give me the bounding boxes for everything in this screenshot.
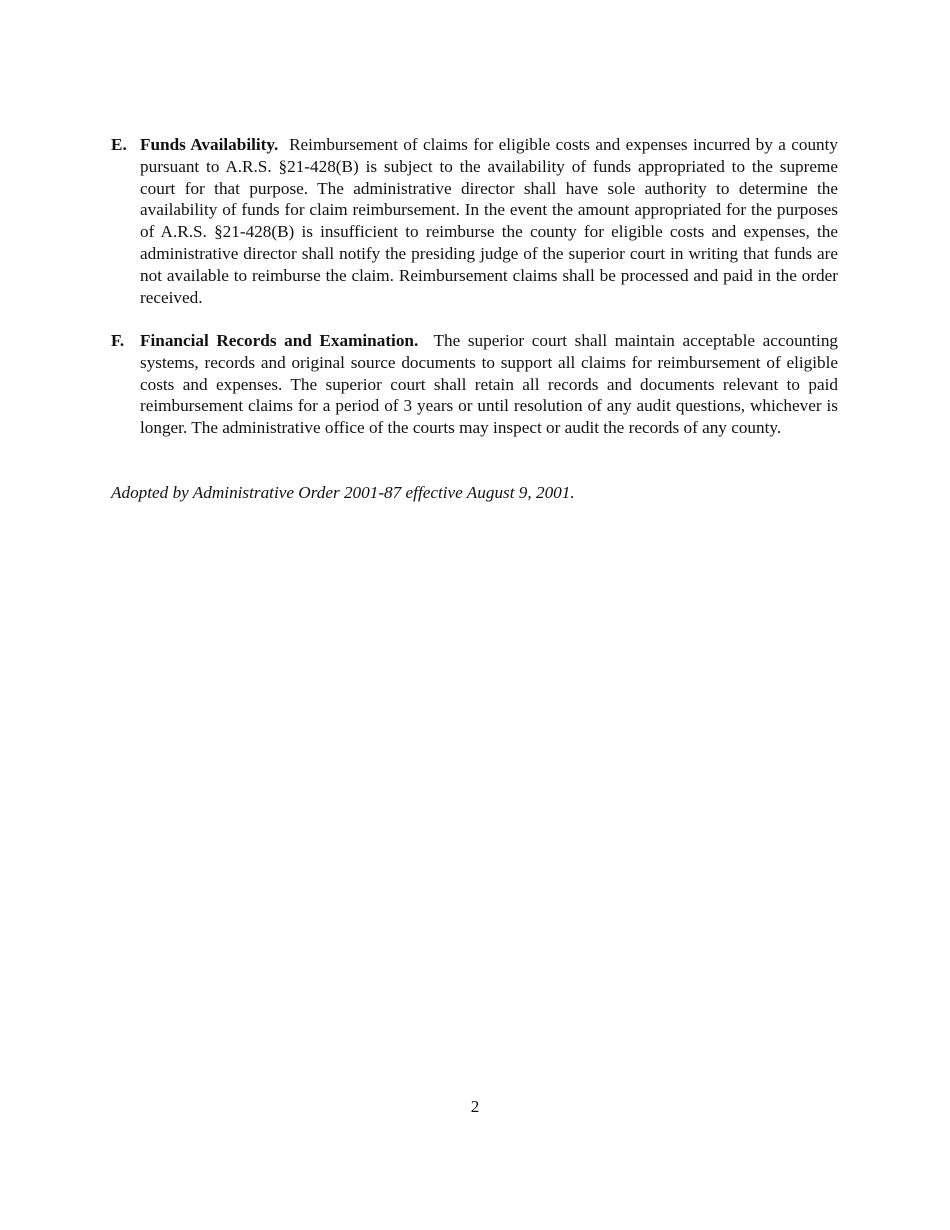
section-heading: Financial Records and Examination. [140, 331, 419, 350]
section-e-funds-availability [111, 134, 838, 308]
section-marker: F. [111, 331, 125, 350]
section-body [140, 330, 838, 439]
page-number: 2 [470, 1097, 480, 1116]
section-heading: Funds Availability. [140, 135, 279, 154]
section-marker: E. [111, 135, 127, 154]
adopted-note: Adopted by Administrative Order 2001-87 effective August 9, 2001. [111, 483, 575, 502]
section-text: The superior court shall maintain acceptable accounting systems, records and original source documents to support all claims for reimbursement of eligible costs and expenses. The superior court shall retain all records and documents relevant to paid reimbursement claims for a period of 3 years or until resolution of any audit questions, whichever is longer. The administrative office of the courts may inspect or audit the records of any county. [140, 331, 839, 438]
section-body [140, 134, 838, 308]
section-text: Reimbursement of claims for eligible costs and expenses incurred by a county pursuant to A.R.S. §21-428(B) is subject to the availability of funds appropriated to the supreme court for that purpose. The administrative director shall have sole authority to determine the availability of funds for claim reimbursement. In the event the amount appropriated for the purposes of A.R.S. §21-428(B) is insufficient to reimburse the county for eligible costs and expenses, the administrative director shall notify the presiding judge of the superior court in writing that funds are not available to reimburse the claim. Reimbursement claims shall be processed and paid in the order received. [140, 135, 838, 307]
section-f-financial-records [111, 330, 838, 439]
